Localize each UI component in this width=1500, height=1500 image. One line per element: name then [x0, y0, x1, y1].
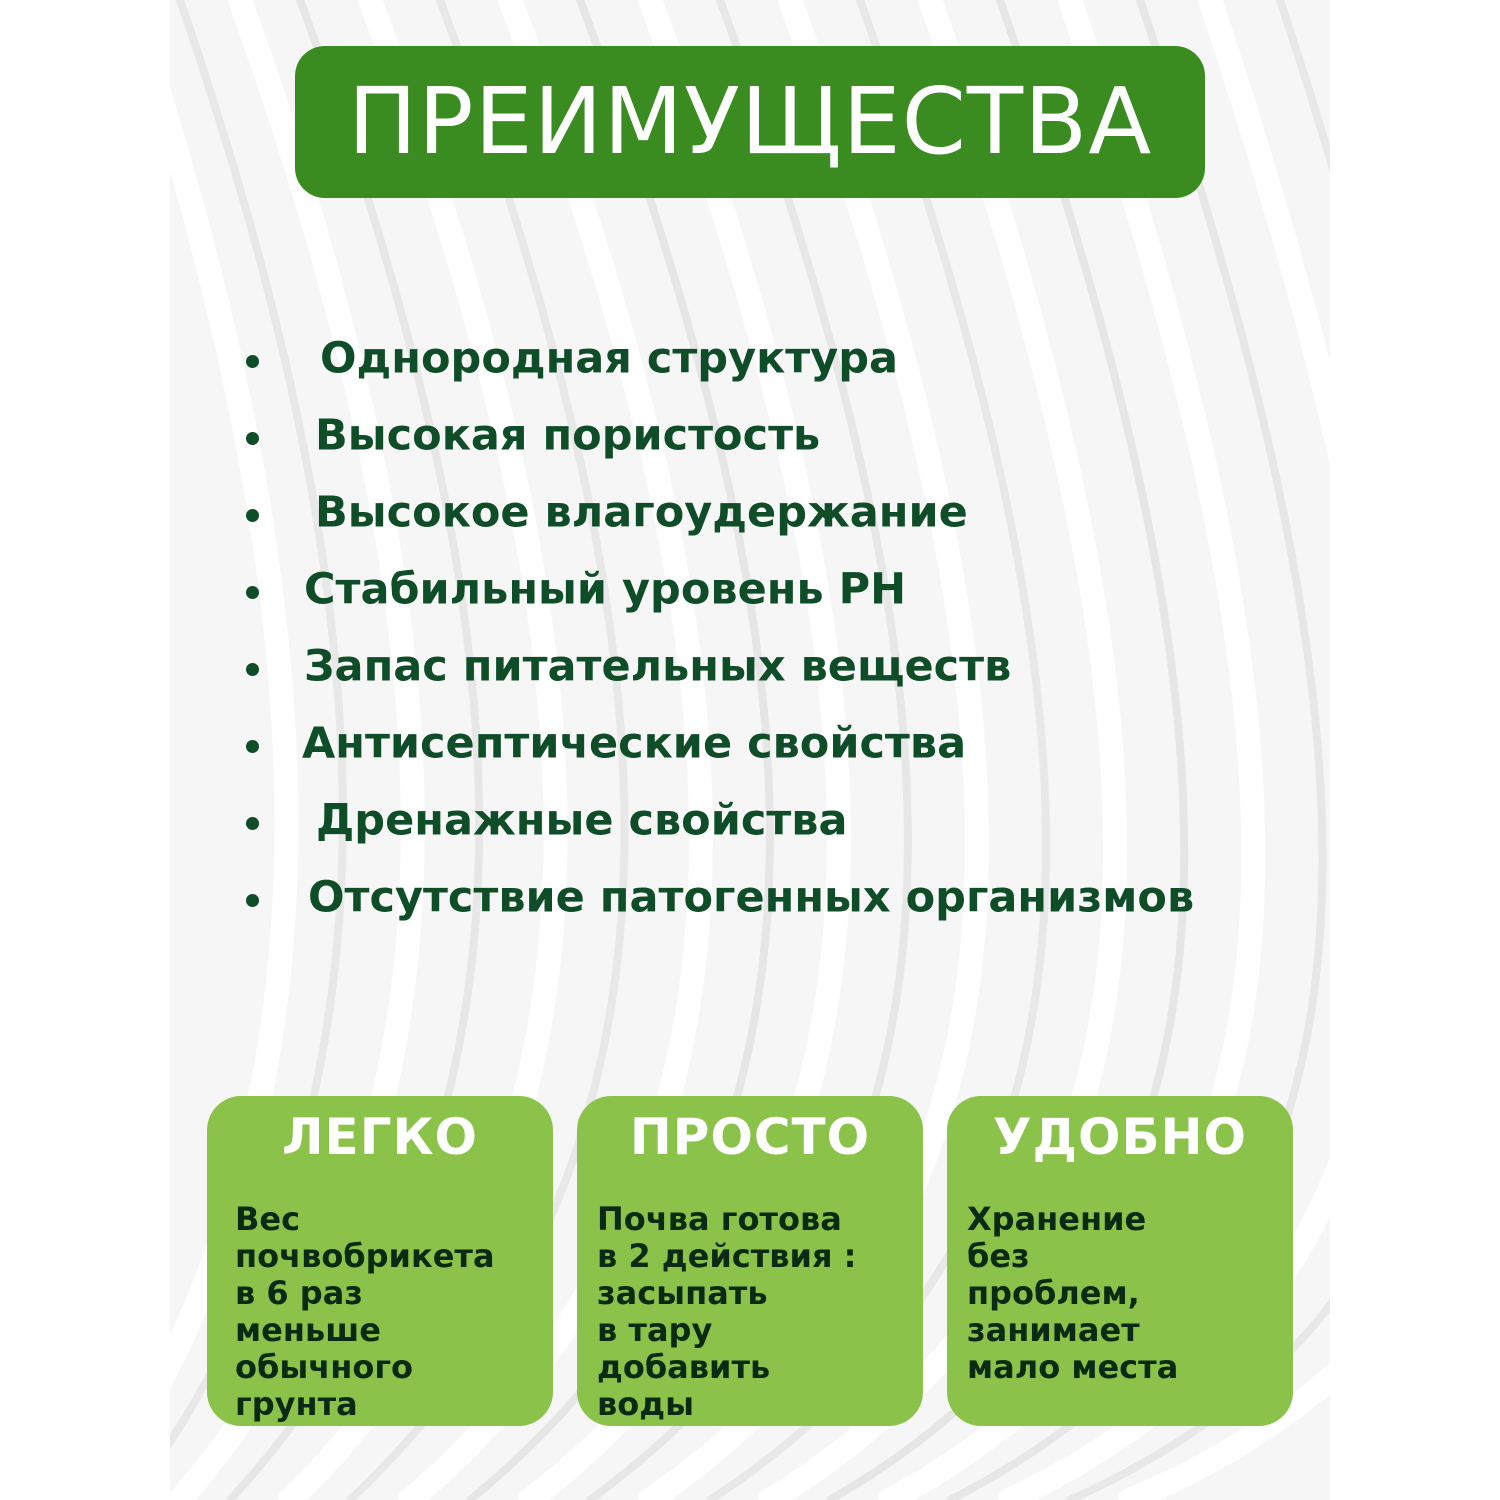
bullet-icon: [246, 663, 259, 676]
feature-card-light: [207, 1096, 553, 1426]
benefit-label: Запас питательных веществ: [304, 641, 1012, 691]
bullet-icon: [246, 509, 259, 522]
list-item: [240, 320, 1320, 397]
benefit-label: Стабильный уровень РН: [304, 564, 907, 614]
benefit-label: Высокое влагоудержание: [315, 487, 968, 537]
bullet-icon: [246, 432, 259, 445]
bullet-icon: [246, 355, 259, 368]
card-heading: УДОБНО: [992, 1108, 1248, 1166]
card-heading: ЛЕГКО: [282, 1108, 478, 1166]
bullet-icon: [246, 586, 259, 599]
list-item: [240, 628, 1320, 705]
benefit-label: Антисептические свойства: [302, 718, 967, 768]
list-item: [240, 782, 1320, 859]
title-banner: [295, 46, 1205, 198]
card-text: Хранение без проблем, занимает мало места: [967, 1200, 1179, 1386]
list-item: [240, 705, 1320, 782]
card-text: Почва готова в 2 действия : засыпать в тару добавить воды: [597, 1200, 857, 1423]
feature-card-simple: [577, 1096, 923, 1426]
page-title: ПРЕИМУЩЕСТВА: [347, 68, 1153, 175]
benefit-label: Дренажные свойства: [316, 795, 848, 845]
benefit-label: Однородная структура: [320, 333, 899, 383]
list-item: [240, 474, 1320, 551]
list-item: [240, 859, 1320, 936]
bullet-icon: [246, 894, 259, 907]
bullet-icon: [246, 817, 259, 830]
benefits-list: [240, 320, 1320, 936]
card-heading: ПРОСТО: [629, 1108, 871, 1166]
feature-cards: [207, 1096, 1293, 1426]
list-item: [240, 397, 1320, 474]
feature-card-convenient: [947, 1096, 1293, 1426]
card-text: Вес почвобрикета в 6 раз меньше обычного грунта: [235, 1200, 495, 1423]
benefit-label: Высокая пористость: [315, 410, 821, 460]
list-item: [240, 551, 1320, 628]
benefit-label: Отсутствие патогенных организмов: [308, 872, 1195, 922]
bullet-icon: [246, 740, 259, 753]
